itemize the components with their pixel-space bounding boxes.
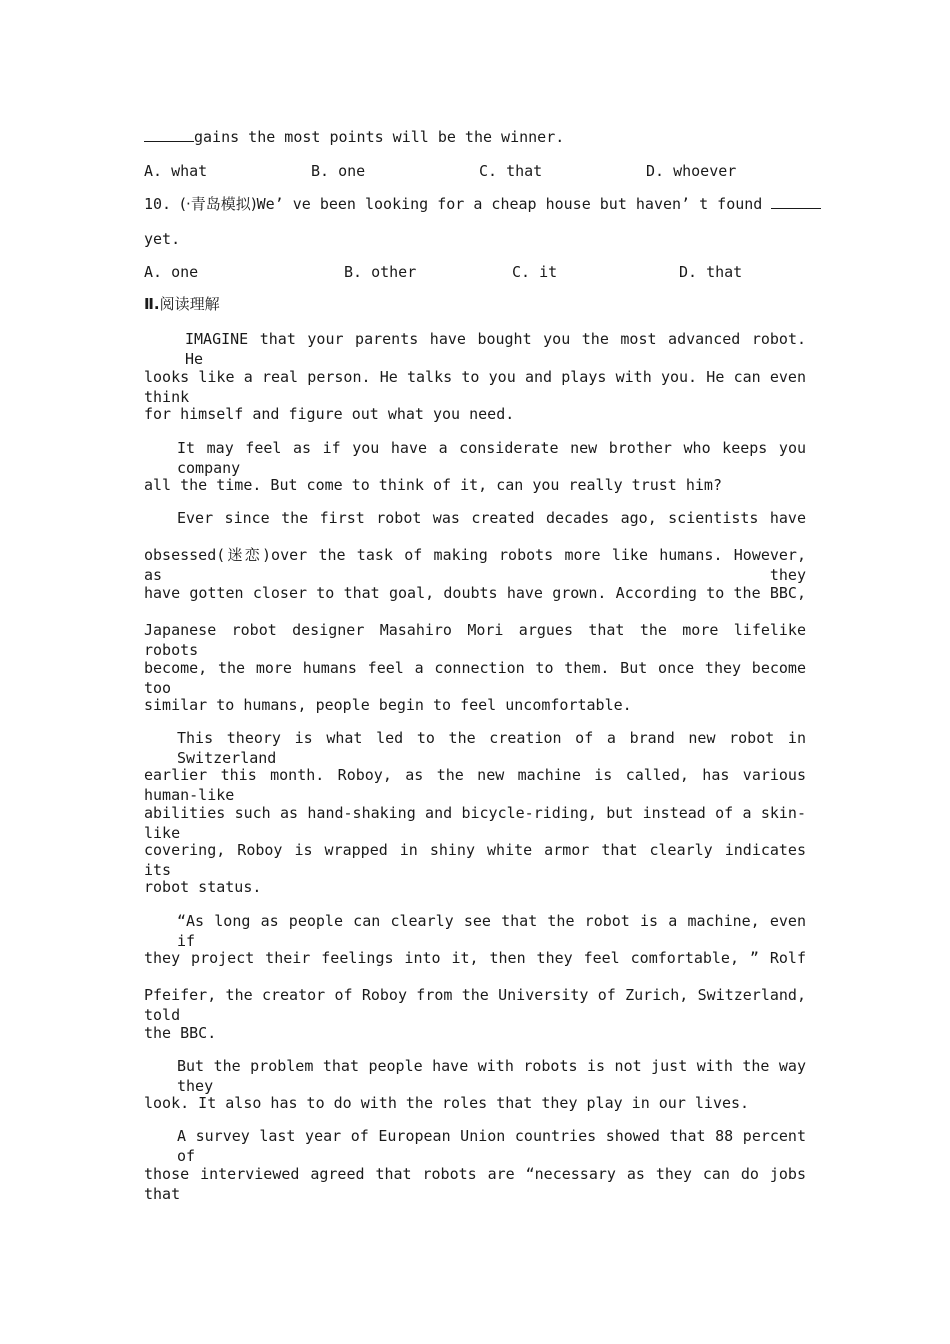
section-number: Ⅱ. — [144, 295, 160, 313]
question-10-option-c: C. it — [512, 263, 558, 281]
passage-line: robot status. — [144, 878, 262, 896]
question-9-text: gains the most points will be the winner. — [194, 128, 565, 146]
question-9-option-b: B. one — [311, 162, 366, 180]
passage-line: It may feel as if you have a considerate new brother who keeps you company — [177, 439, 806, 477]
question-10-number: 10. — [144, 195, 172, 213]
question-10-source: (·青岛模拟) — [180, 195, 257, 213]
passage-line: Pfeifer, the creator of Roboy from the University of Zurich, Switzerland, told — [144, 986, 806, 1024]
section-title: 阅读理解 — [159, 295, 220, 313]
passage-line: they project their feelings into it, then they feel comfortable, ” Rolf — [144, 949, 806, 967]
question-10-option-b: B. other — [344, 263, 417, 281]
question-10-option-a: A. one — [144, 263, 199, 281]
question-10-stem-end: yet. — [144, 230, 181, 248]
passage-line: look. It also has to do with the roles that they play in our lives. — [144, 1094, 750, 1112]
passage-line: the BBC. — [144, 1024, 217, 1042]
passage-line: “As long as people can clearly see that the robot is a machine, even if — [177, 912, 806, 950]
question-10-stem — [144, 194, 806, 214]
passage-line: This theory is what led to the creation of a brand new robot in Switzerland — [177, 729, 806, 767]
passage-line: obsessed(迷恋)over the task of making robots more like humans. However, as they — [144, 546, 806, 584]
passage-line: abilities such as hand-shaking and bicycle-riding, but instead of a skin-like — [144, 804, 806, 842]
question-9-option-d: D. whoever — [646, 162, 737, 180]
passage-line: IMAGINE that your parents have bought you the most advanced robot. He — [185, 330, 806, 368]
passage-line: similar to humans, people begin to feel uncomfortable. — [144, 696, 632, 714]
answer-blank — [144, 127, 194, 142]
question-10-option-d: D. that — [679, 263, 743, 281]
passage-line: Ever since the first robot was created decades ago, scientists have — [177, 509, 806, 527]
passage-line: become, the more humans feel a connection to them. But once they become too — [144, 659, 806, 697]
question-9-option-c: C. that — [479, 162, 543, 180]
passage-line: covering, Roboy is wrapped in shiny white armor that clearly indicates its — [144, 841, 806, 879]
passage-line: A survey last year of European Union countries showed that 88 percent of — [177, 1127, 806, 1165]
section-heading — [144, 294, 220, 314]
passage-line: Japanese robot designer Masahiro Mori argues that the more lifelike robots — [144, 621, 806, 659]
question-9-stem — [144, 127, 806, 147]
question-10-text: We’ ve been looking for a cheap house but haven’ t found — [256, 195, 763, 213]
answer-blank — [771, 194, 821, 209]
question-9-option-a: A. what — [144, 162, 208, 180]
passage-line: earlier this month. Roboy, as the new machine is called, has various human-like — [144, 766, 806, 804]
passage-line: have gotten closer to that goal, doubts have grown. According to the BBC, — [144, 584, 806, 602]
passage-line: But the problem that people have with robots is not just with the way they — [177, 1057, 806, 1095]
passage-line: looks like a real person. He talks to you and plays with you. He can even think — [144, 368, 806, 406]
passage-line: all the time. But come to think of it, can you really trust him? — [144, 476, 722, 494]
passage-line: those interviewed agreed that robots are “necessary as they can do jobs that — [144, 1165, 806, 1203]
passage-line: for himself and figure out what you need. — [144, 405, 515, 423]
